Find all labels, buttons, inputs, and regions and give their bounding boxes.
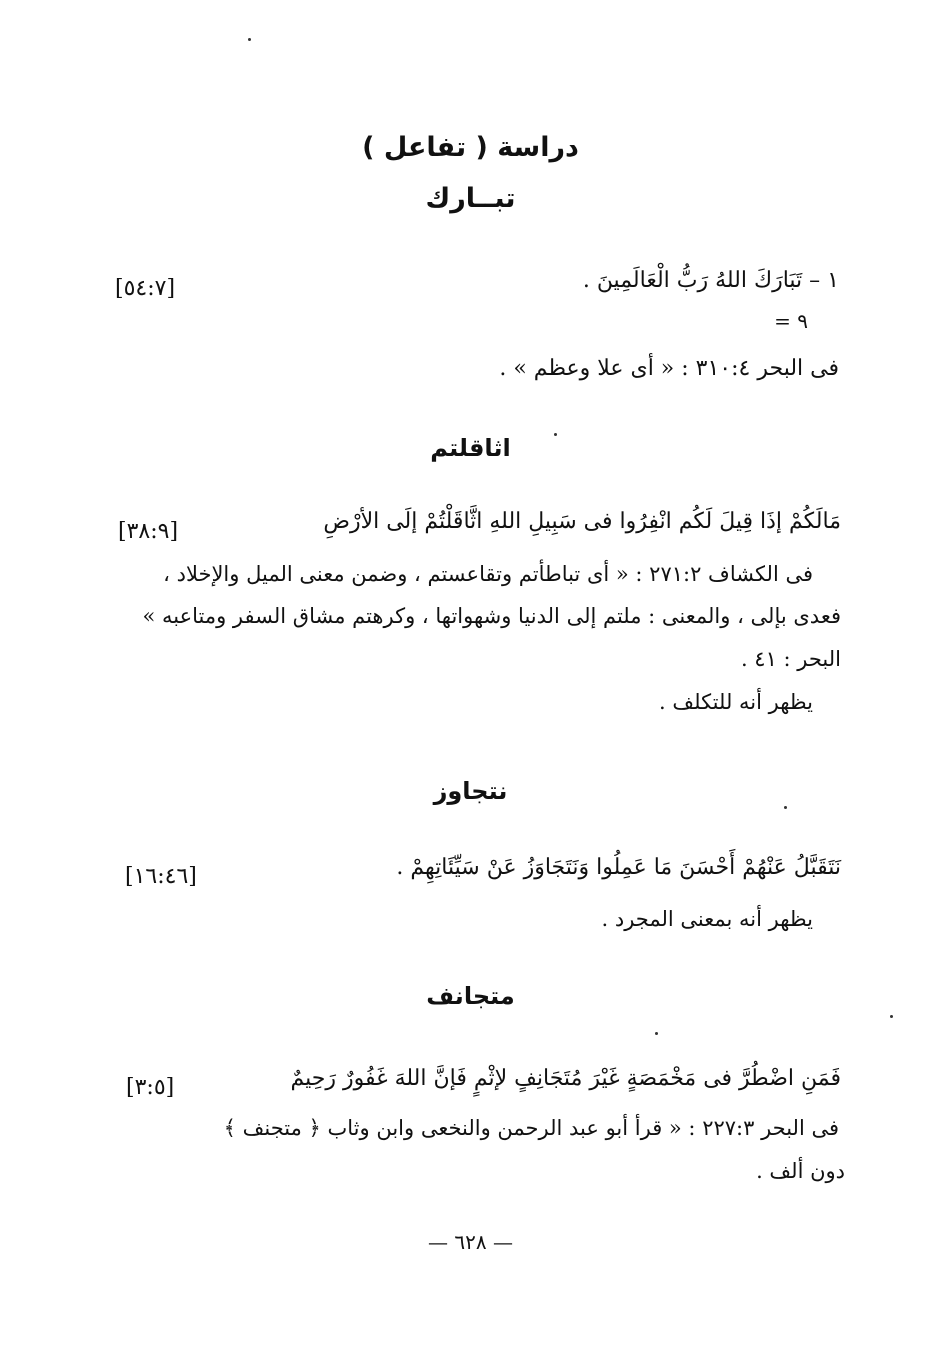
scan-speck (890, 1015, 893, 1018)
commentary-line: فى البحر ٣١٠:٤ : « أى علا وعظم » . (499, 356, 839, 381)
verse-line: فَمَنِ اضْطُرَّ فى مَخْمَصَةٍ غَيْرَ مُتَجَانِفٍ لإثْمٍ فَإنَّ اللهَ غَفُورٌ رَحِيمٌ (290, 1066, 841, 1091)
scan-speck (784, 806, 787, 809)
scan-speck (248, 38, 251, 41)
commentary-line: يظهر أنه بمعنى المجرد . (601, 907, 813, 931)
page-title: دراسة ( تفاعل ) (362, 132, 579, 163)
commentary-line: البحر : ٤١ . (740, 647, 841, 671)
scan-speck (655, 1032, 658, 1035)
annotation-line: ٩ = (774, 309, 808, 333)
section-heading-tabaraka: تبــارك (425, 183, 516, 214)
commentary-line: دون ألف . (756, 1159, 845, 1183)
page-number: — ٦٢٨ — (428, 1230, 513, 1254)
verse-reference: [٣٨:٩] (118, 519, 179, 544)
section-heading-ithaqaltum: اثاقلتم (430, 434, 511, 462)
verse-reference: [٥٤:٧] (115, 276, 176, 301)
verse-reference: [٣:٥] (126, 1075, 175, 1100)
verse-line: مَالَكُمْ إذَا قِيلَ لَكُم انْفِرُوا فى سَبِيلِ اللهِ اثَّاقَلْتُمْ إلَى الأرْضِ (323, 509, 841, 534)
commentary-line: يظهر أنه للتكلف . (659, 690, 813, 714)
commentary-line: فعدى بإلى ، والمعنى : ملتم إلى الدنيا وشهواتها ، وكرهتم مشاق السفر ومتاعبه » (142, 604, 841, 628)
scan-speck (554, 433, 557, 436)
section-heading-natajawaz: نتجاوز (433, 777, 508, 805)
verse-line: ١ – تَبَارَكَ اللهُ رَبُّ الْعَالَمِينَ . (582, 268, 839, 293)
verse-line: نَتَقَبَّلُ عَنْهُمْ أَحْسَنَ مَا عَمِلُوا وَنَتَجَاوَزُ عَنْ سَيِّئَاتِهِمْ . (396, 855, 841, 880)
section-heading-mutajanif: متجانف (426, 982, 515, 1010)
commentary-line: فى البحر ٢٢٧:٣ : « قرأ أبو عبد الرحمن والنخعى وابن وثاب ﴿ متجنف ﴾ (223, 1116, 839, 1140)
commentary-line: فى الكشاف ٢٧١:٢ : « أى تباطأتم وتقاعستم ، وضمن معنى الميل والإخلاد ، (163, 562, 813, 586)
verse-reference: [١٦:٤٦] (125, 864, 197, 889)
